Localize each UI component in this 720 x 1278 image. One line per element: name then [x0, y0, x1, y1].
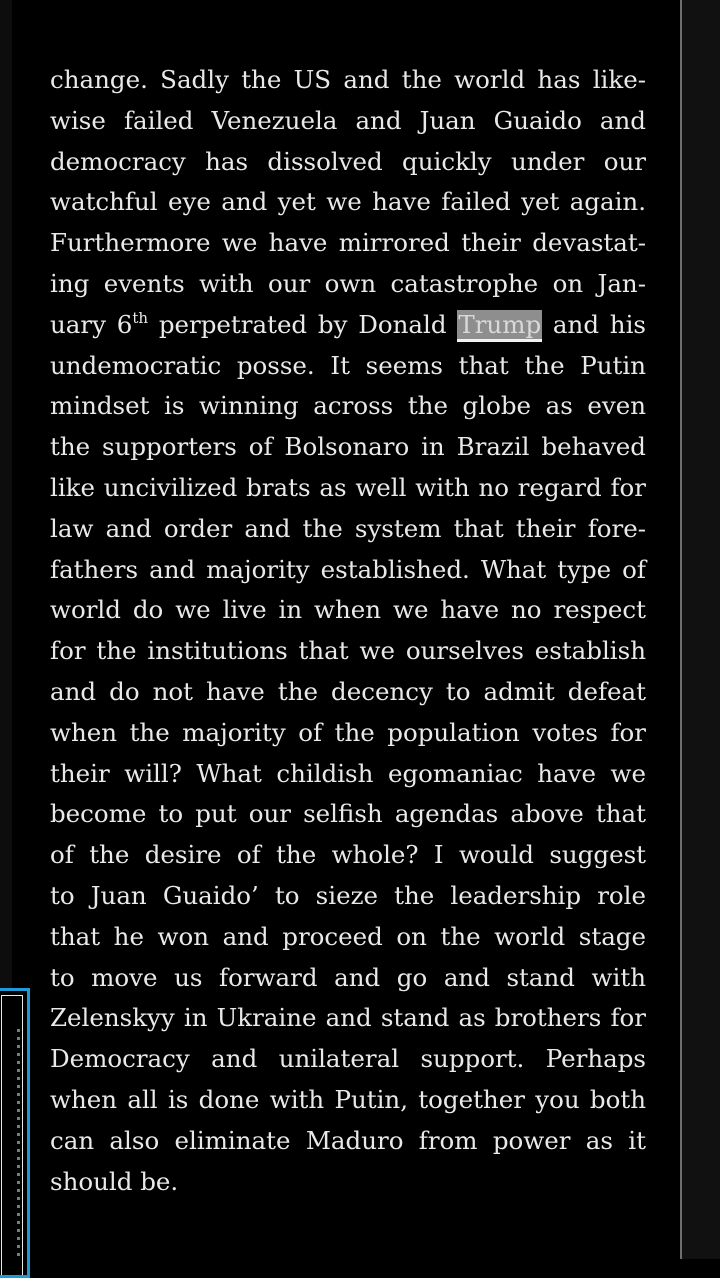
text-line: Democracy and unilateral support. Perhaps: [50, 1044, 646, 1074]
text-line: fathers and majority established. What type of: [50, 554, 646, 584]
text-line: change. Sadly the US and the world has like-: [50, 65, 646, 94]
text-line: Zelenskyy in Ukraine and stand as brothers for: [50, 1003, 646, 1033]
text-line: world do we live in when we have no respect: [50, 595, 646, 625]
text-line: the supporters of Bolsonaro in Brazil behaved: [50, 432, 646, 462]
text-line: law and order and the system that their fore-: [50, 513, 646, 543]
text-line: like uncivilized brats as well with no regard for: [50, 472, 646, 502]
reader-page: [50, 60, 646, 1202]
text-line: democracy has dissolved quickly under our: [50, 146, 646, 176]
text-line: of the desire of the whole? I would suggest: [50, 840, 646, 870]
text-line: can also eliminate Maduro from power as it: [50, 1125, 646, 1155]
highlighted-word[interactable]: Trump: [457, 310, 542, 342]
adjacent-page-edge: [682, 0, 720, 1259]
text-line: for the institutions that we ourselves establish: [50, 636, 646, 666]
text-line: ing events with our own catastrophe on Jan-: [50, 268, 646, 298]
text-line: to Juan Guaido’ to sieze the leadership role: [50, 880, 646, 910]
text-segment: uary 6: [50, 309, 133, 339]
text-line: mindset is winning across the globe as even: [50, 391, 646, 421]
text-line: wise failed Venezuela and Juan Guaido and: [50, 105, 646, 135]
text-line: when all is done with Putin, together you both: [50, 1084, 646, 1114]
text-line: when the majority of the population votes for: [50, 717, 646, 747]
text-line: watchful eye and yet we have failed yet again.: [50, 187, 646, 217]
text-line-last: should be.: [50, 1166, 179, 1196]
text-line-with-highlight: [50, 305, 646, 346]
text-line: Furthermore we have mirrored their devastat-: [50, 228, 646, 258]
text-line: become to put our selfish agendas above that: [50, 799, 646, 829]
text-line: their will? What childish egomaniac have we: [50, 758, 646, 788]
text-segment: and his: [542, 309, 646, 339]
text-line: undemocratic posse. It seems that the Putin: [50, 350, 646, 380]
text-line: and do not have the decency to admit defeat: [50, 676, 646, 706]
thumbnail-text-preview: [17, 1029, 20, 1259]
text-segment: perpetrated by Donald: [148, 309, 458, 339]
superscript: th: [132, 308, 149, 327]
text-line: to move us forward and go and stand with: [50, 962, 646, 992]
side-panel-thumbnail[interactable]: [0, 988, 30, 1278]
text-line: that he won and proceed on the world stage: [50, 921, 646, 951]
